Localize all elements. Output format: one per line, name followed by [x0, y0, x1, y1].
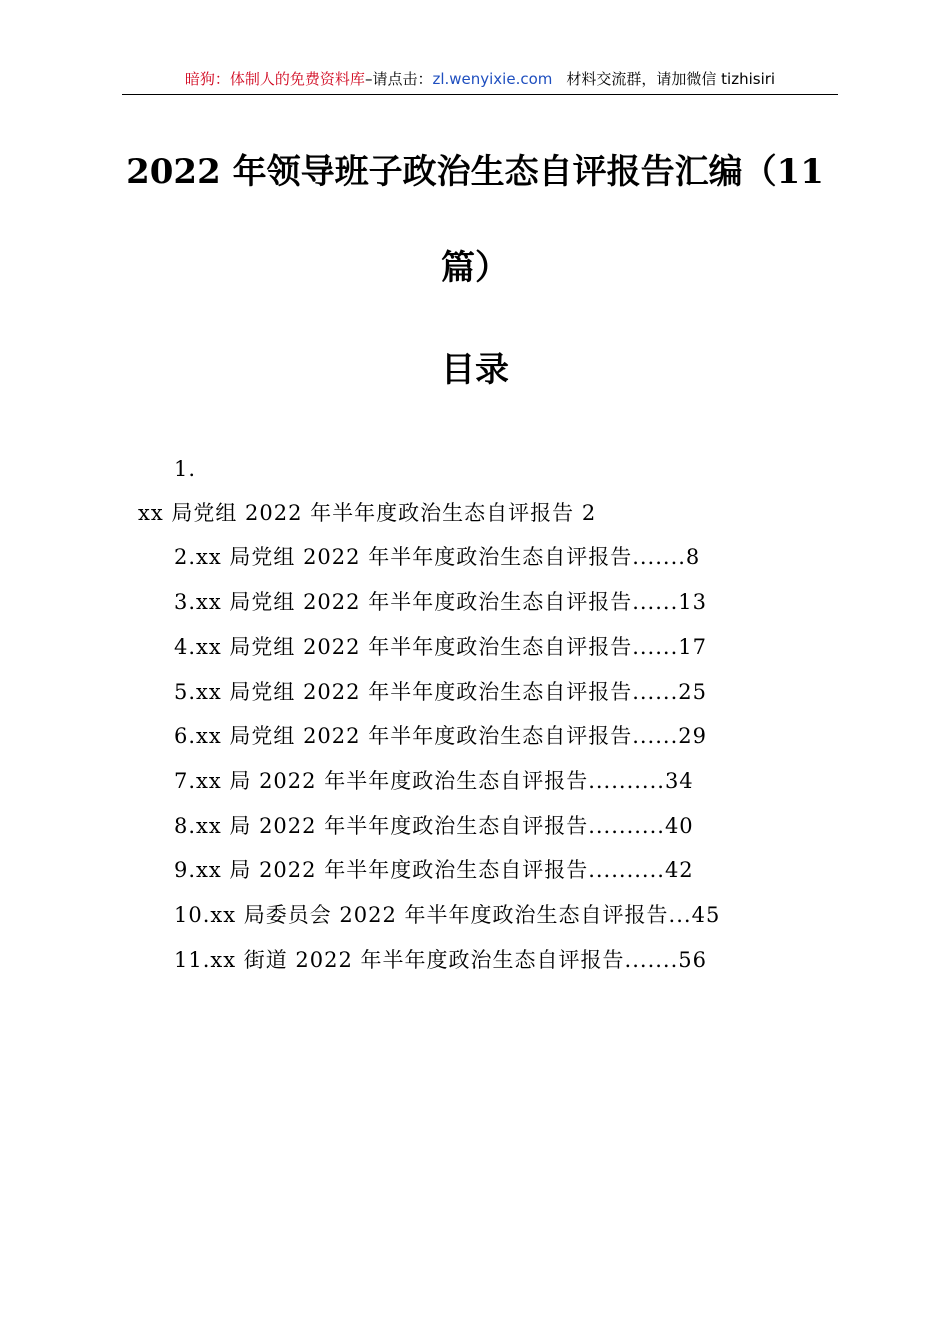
- toc-entry: 3.xx 局党组 2022 年半年度政治生态自评报告......13: [174, 590, 707, 614]
- toc-entry: 4.xx 局党组 2022 年半年度政治生态自评报告......17: [174, 635, 707, 659]
- toc-entry-1-text: xx 局党组 2022 年半年度政治生态自评报告 2: [138, 501, 597, 525]
- toc-entry: 11.xx 街道 2022 年半年度政治生态自评报告.......56: [174, 948, 708, 972]
- toc-entry: 8.xx 局 2022 年半年度政治生态自评报告..........40: [174, 814, 694, 838]
- document-title-line-2: 篇）: [441, 248, 509, 288]
- toc-entry: 10.xx 局委员会 2022 年半年度政治生态自评报告...45: [174, 903, 721, 927]
- header-promo-text: 暗狗：体制人的免费资料库: [184, 70, 365, 88]
- toc-entry: 2.xx 局党组 2022 年半年度政治生态自评报告.......8: [174, 545, 701, 569]
- header-click-prompt: –请点击：: [364, 70, 433, 88]
- toc-entry-1-number: 1.: [174, 457, 197, 481]
- toc-heading: 目录: [441, 350, 509, 390]
- toc-entry: 6.xx 局党组 2022 年半年度政治生态自评报告......29: [174, 724, 707, 748]
- header-url-link[interactable]: zl.wenyixie.com: [432, 70, 553, 88]
- document-title-line-1: 2022 年领导班子政治生态自评报告汇编（11: [126, 152, 824, 192]
- header-wechat-text: 材料交流群，请加微信 tizhisiri: [566, 70, 776, 88]
- toc-entry: 7.xx 局 2022 年半年度政治生态自评报告..........34: [174, 769, 694, 793]
- toc-entry: 9.xx 局 2022 年半年度政治生态自评报告..........42: [174, 858, 694, 882]
- toc-entry: 5.xx 局党组 2022 年半年度政治生态自评报告......25: [174, 680, 707, 704]
